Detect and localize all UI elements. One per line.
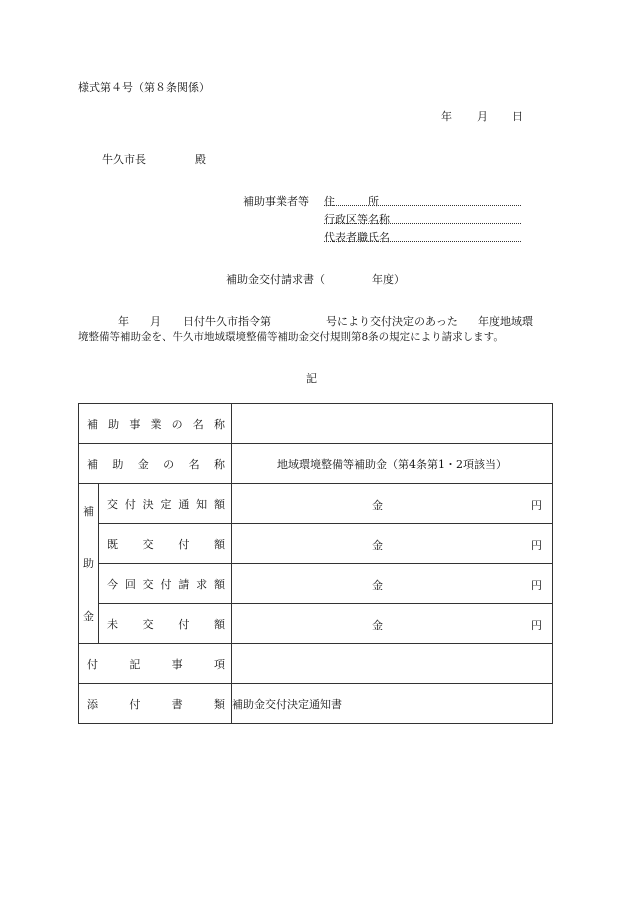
decision-amount-value[interactable]: 金 円 xyxy=(232,484,553,524)
notes-label: 付 記 事 項 xyxy=(79,644,232,684)
current-request-label: 今 回 交 付 請 求 額 xyxy=(99,564,232,604)
addressee-honorific: 殿 xyxy=(195,153,206,166)
unpaid-amount-value[interactable]: 金 円 xyxy=(232,604,553,644)
table-row xyxy=(79,444,553,484)
document-title-suffix: 年度） xyxy=(372,273,405,286)
table-row xyxy=(79,644,553,684)
table-row xyxy=(79,684,553,724)
representative-label: 代表者職氏名 xyxy=(324,231,390,244)
subsidy-group-label: 補 助 金 xyxy=(79,484,99,644)
table-row xyxy=(79,484,553,524)
applicant-heading: 補助事業者等 xyxy=(243,195,309,208)
body-directive: 日付牛久市指令第 xyxy=(183,315,271,328)
attachments-value: 補助金交付決定通知書 xyxy=(232,684,553,724)
table-row xyxy=(79,404,553,444)
project-name-label: 補 助 事 業 の 名 称 xyxy=(79,404,232,444)
body-fiscal-year: 年度地域環 xyxy=(478,315,533,328)
body-month: 月 xyxy=(150,315,161,328)
paid-amount-label: 既 交 付 額 xyxy=(99,524,232,564)
district-field-line[interactable] xyxy=(324,211,521,224)
date-month: 月 xyxy=(477,110,488,123)
form-number-label: 様式第４号（第８条関係） xyxy=(78,81,210,94)
decision-amount-label: 交 付 決 定 通 知 額 xyxy=(99,484,232,524)
body-decision: 号により交付決定のあった xyxy=(326,315,458,328)
body-line-2: 境整備等補助金を、牛久市地域環境整備等補助金交付規則第8条の規定により請求します。 xyxy=(78,331,504,343)
paid-amount-value[interactable]: 金 円 xyxy=(232,524,553,564)
address-label: 住 所 xyxy=(324,195,379,208)
subsidy-name-value: 地域環境整備等補助金（第4条第1・2項該当） xyxy=(232,444,553,484)
notes-value[interactable] xyxy=(232,644,553,684)
table-row xyxy=(79,564,553,604)
address-field-line[interactable] xyxy=(324,193,521,206)
table-row xyxy=(79,604,553,644)
date-year: 年 xyxy=(441,110,452,123)
addressee-name: 牛久市長 xyxy=(102,153,146,166)
body-year: 年 xyxy=(118,315,129,328)
subsidy-name-label: 補 助 金 の 名 称 xyxy=(79,444,232,484)
representative-field-line[interactable] xyxy=(324,229,521,242)
attachments-label: 添 付 書 類 xyxy=(79,684,232,724)
project-name-value[interactable] xyxy=(232,404,553,444)
unpaid-amount-label: 未 交 付 額 xyxy=(99,604,232,644)
date-day: 日 xyxy=(512,110,523,123)
ki-heading: 記 xyxy=(306,372,317,385)
district-label: 行政区等名称 xyxy=(324,213,390,226)
table-row xyxy=(79,524,553,564)
current-request-value[interactable]: 金 円 xyxy=(232,564,553,604)
document-title: 補助金交付請求書（ xyxy=(226,273,325,286)
request-table xyxy=(78,403,553,724)
